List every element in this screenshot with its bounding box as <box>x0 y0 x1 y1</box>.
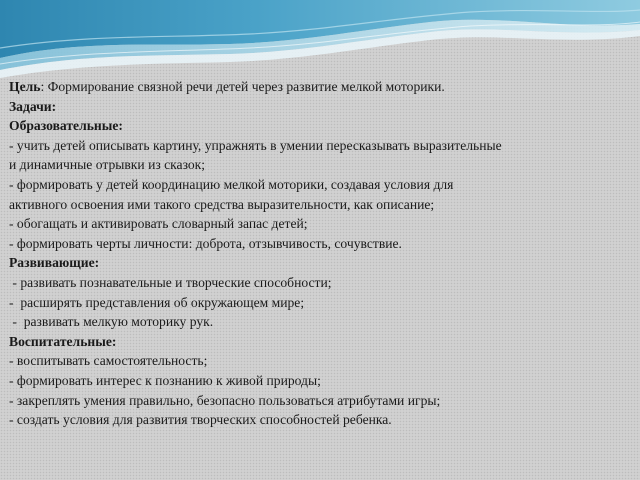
educational-item: - учить детей описывать картину, упражнять в умении пересказывать выразительные <box>9 137 502 153</box>
educational-heading: Образовательные: <box>9 118 123 134</box>
developmental-item: - расширять представления об окружающем мире; <box>9 294 305 310</box>
lesson-objectives-text <box>9 77 633 430</box>
educational-item: и динамичные отрывки из сказок; <box>9 157 206 173</box>
decorative-wave-header <box>0 0 640 80</box>
educational-item: - формировать черты личности: доброта, отзывчивость, сочувствие. <box>9 235 402 251</box>
developmental-heading: Развивающие: <box>9 255 100 271</box>
upbringing-item: - закреплять умения правильно, безопасно пользоваться атрибутами игры; <box>9 392 441 408</box>
upbringing-item: - формировать интерес к познанию к живой природы; <box>9 372 321 388</box>
educational-item: - обогащать и активировать словарный запас детей; <box>9 216 308 232</box>
upbringing-heading: Воспитательные: <box>9 333 117 349</box>
educational-item: активного освоения ими такого средства выразительности, как описание; <box>9 196 435 212</box>
goal-line <box>9 77 633 97</box>
tasks-heading: Задачи: <box>9 98 57 114</box>
developmental-item: - развивать познавательные и творческие способности; <box>9 274 332 290</box>
upbringing-item: - воспитывать самостоятельность; <box>9 353 208 369</box>
upbringing-item: - создать условия для развития творческих способностей ребенка. <box>9 412 392 428</box>
educational-item: - формировать у детей координацию мелкой моторики, создавая условия для <box>9 176 454 192</box>
developmental-item: - развивать мелкую моторику рук. <box>9 314 214 330</box>
goal-label: Цель <box>9 79 41 94</box>
goal-text: : Формирование связной речи детей через развитие мелкой моторики. <box>40 79 445 94</box>
